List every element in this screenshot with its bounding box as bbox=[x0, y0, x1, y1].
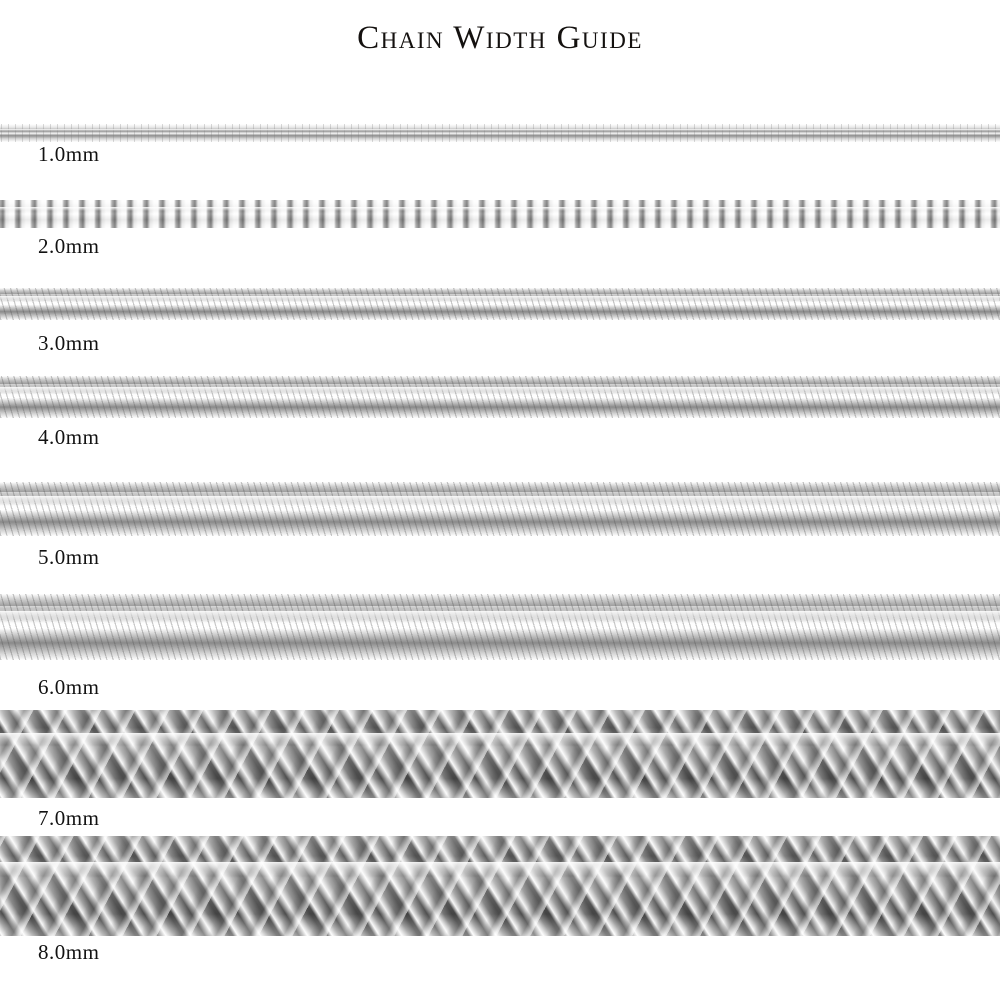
chain-texture bbox=[0, 200, 1000, 228]
chain-texture bbox=[0, 594, 1000, 660]
chain-width-label: 2.0mm bbox=[38, 234, 100, 258]
chain-width-label: 7.0mm bbox=[38, 806, 100, 830]
chain-swatch-3 bbox=[0, 288, 1000, 320]
chain-width-label: 6.0mm bbox=[38, 675, 100, 699]
chain-texture bbox=[0, 124, 1000, 142]
chain-swatch-5 bbox=[0, 482, 1000, 536]
chain-width-label: 5.0mm bbox=[38, 545, 100, 569]
chain-width-label: 3.0mm bbox=[38, 331, 100, 355]
chain-texture bbox=[0, 836, 1000, 936]
chain-width-label: 4.0mm bbox=[38, 425, 100, 449]
chain-swatch-7 bbox=[0, 710, 1000, 798]
chain-texture bbox=[0, 376, 1000, 418]
chain-swatch-1 bbox=[0, 124, 1000, 142]
chain-swatch-4 bbox=[0, 376, 1000, 418]
chain-texture bbox=[0, 710, 1000, 798]
chain-width-label: 8.0mm bbox=[38, 940, 100, 964]
chain-swatch-2 bbox=[0, 200, 1000, 228]
chain-width-label: 1.0mm bbox=[38, 142, 100, 166]
chain-swatch-8 bbox=[0, 836, 1000, 936]
chain-swatch-6 bbox=[0, 594, 1000, 660]
chain-texture bbox=[0, 288, 1000, 320]
page-title: Chain Width Guide bbox=[357, 20, 643, 56]
chain-texture bbox=[0, 482, 1000, 536]
